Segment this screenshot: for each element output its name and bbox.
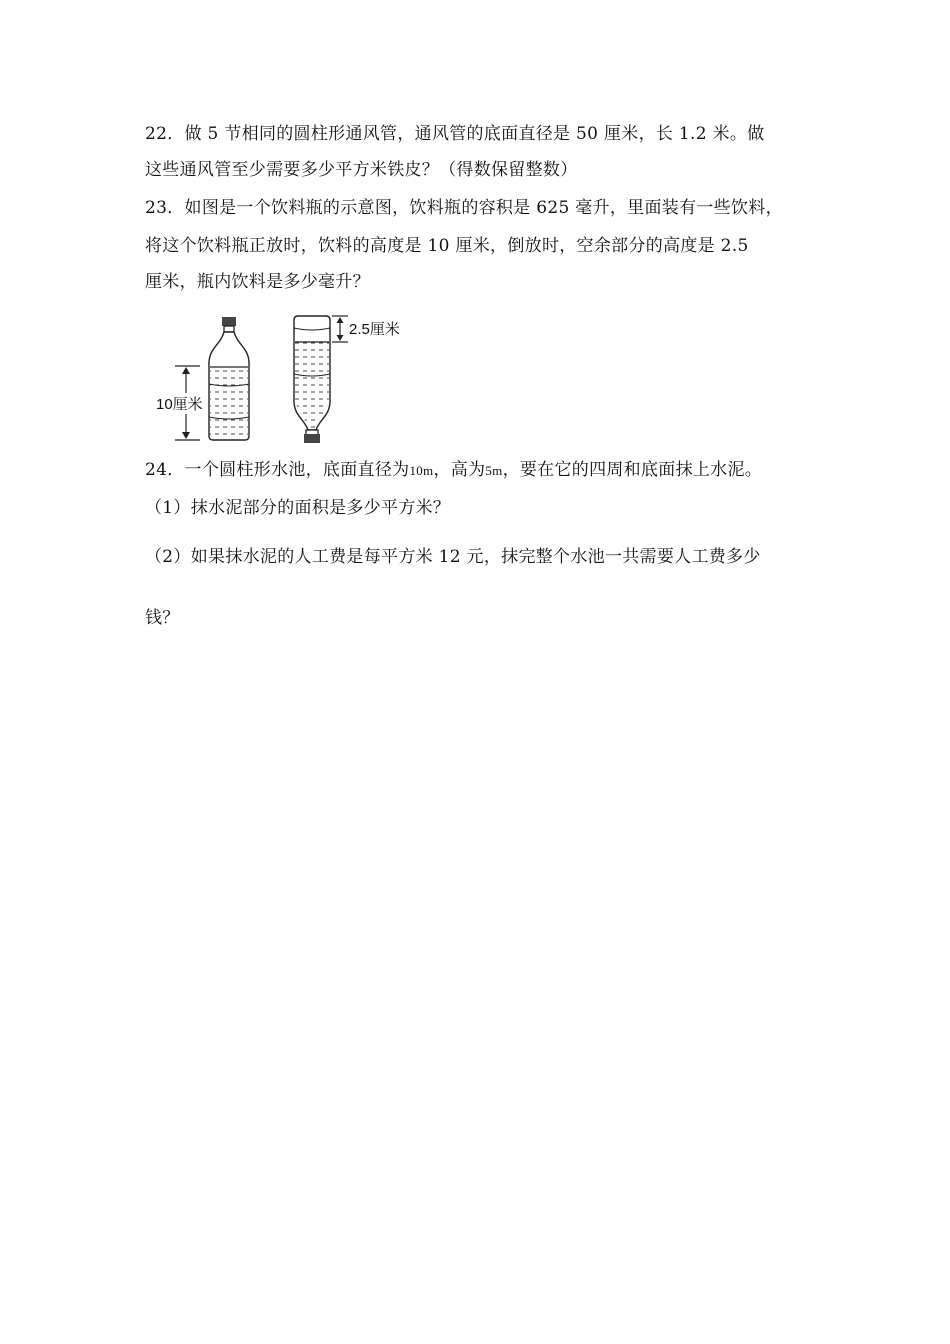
inverted-bottle (294, 316, 330, 443)
upright-bottle (209, 317, 249, 440)
question-24-part-2-continued: 钱？ (145, 608, 180, 628)
question-22-line-2: 这些通风管至少需要多少平方米铁皮？（得数保留整数） (145, 160, 578, 180)
question-24-part-1: （1）抹水泥部分的面积是多少平方米？ (145, 498, 451, 518)
q24-height: 5m (485, 463, 503, 478)
q24-diameter: 10m (409, 463, 434, 478)
question-23-line-2: 将这个饮料瓶正放时，饮料的高度是 10 厘米，倒放时，空余部分的高度是 2.5 (145, 236, 749, 256)
height-2.5cm-marker (332, 316, 348, 342)
question-24-part-2: （2）如果抹水泥的人工费是每平方米 12 元，抹完整个水池一共需要人工费多少 (145, 547, 761, 567)
label-2.5cm: 2.5厘米 (349, 321, 400, 338)
question-24-stem (145, 458, 762, 483)
question-23-line-3: 厘米，瓶内饮料是多少毫升？ (145, 272, 370, 292)
q24-stem-post: ，要在它的四周和底面抹上水泥。 (502, 460, 763, 480)
q24-stem-mid: ，高为 (433, 460, 486, 480)
question-23-line-1: 23．如图是一个饮料瓶的示意图，饮料瓶的容积是 625 毫升，里面装有一些饮料， (145, 198, 783, 218)
label-10cm: 10厘米 (155, 393, 204, 414)
q24-stem-pre: 24．一个圆柱形水池，底面直径为 (145, 460, 410, 480)
question-22-line-1: 22．做 5 节相同的圆柱形通风管，通风管的底面直径是 50 厘米，长 1.2 米。做 (145, 124, 765, 144)
